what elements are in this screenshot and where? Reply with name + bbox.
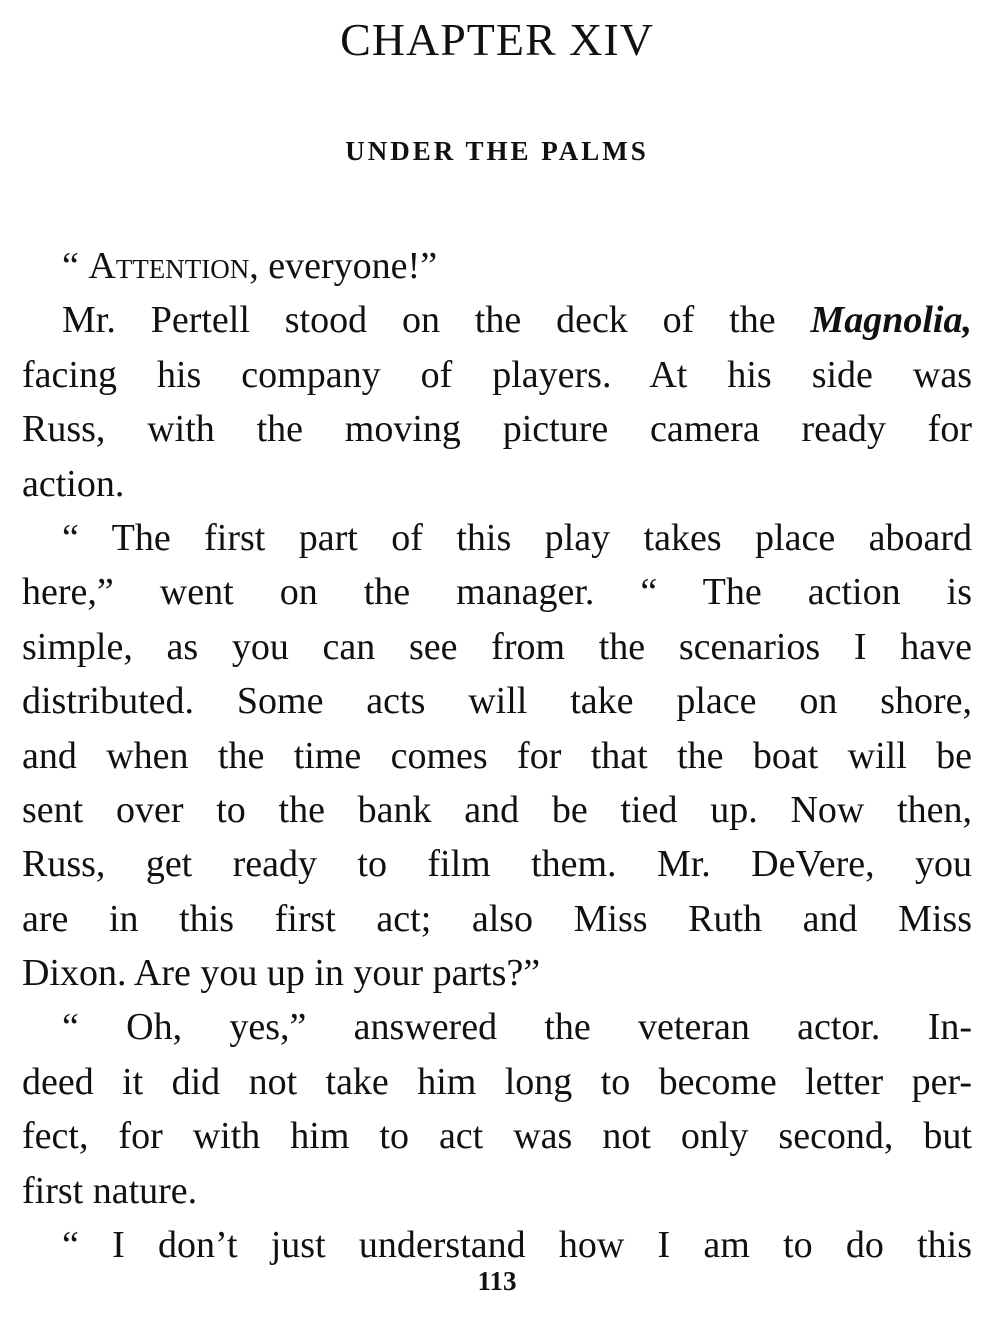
- line-segment: Mr. Pertell stood on the deck of the: [62, 299, 811, 342]
- line-segment: “: [62, 245, 89, 287]
- text-line: “ I don’t just understand how I am to do this: [62, 1224, 972, 1267]
- text-line: are in this first act; also Miss Ruth and Miss: [22, 897, 972, 940]
- italic-ship-name: Magnolia,: [810, 299, 972, 342]
- text-line: action.: [22, 462, 125, 505]
- text-line: Russ, get ready to film them. Mr. DeVere, you: [22, 843, 972, 886]
- text-line: [22, 239, 972, 293]
- line-segment: , everyone!”: [249, 245, 438, 287]
- text-line: simple, as you can see from the scenarios I have: [22, 625, 972, 668]
- text-line: deed it did not take him long to become letter per-: [22, 1060, 972, 1103]
- text-line: “ The first part of this play takes place aboard: [62, 516, 972, 559]
- text-line: and when the time comes for that the boat will be: [22, 734, 972, 777]
- page-number: 113: [477, 1266, 517, 1296]
- text-line: Russ, with the moving picture camera ready for: [22, 408, 972, 451]
- text-line: fect, for with him to act was not only second, but: [22, 1115, 972, 1158]
- text-line: facing his company of players. At his side was: [22, 353, 972, 396]
- text-line: distributed. Some acts will take place on shore,: [22, 680, 972, 723]
- small-caps-word: Attention: [88, 245, 250, 287]
- text-line: sent over to the bank and be tied up. Now then,: [22, 788, 972, 831]
- text-line: “ Oh, yes,” answered the veteran actor. In-: [62, 1006, 972, 1049]
- body-text: [22, 239, 972, 1272]
- text-line: Dixon. Are you up in your parts?”: [22, 952, 541, 995]
- text-line: [22, 293, 972, 347]
- text-line: here,” went on the manager. “ The action is: [22, 571, 972, 614]
- chapter-subtitle: UNDER THE PALMS: [345, 136, 649, 166]
- text-line: first nature.: [22, 1169, 198, 1212]
- chapter-title: CHAPTER XIV: [340, 14, 654, 65]
